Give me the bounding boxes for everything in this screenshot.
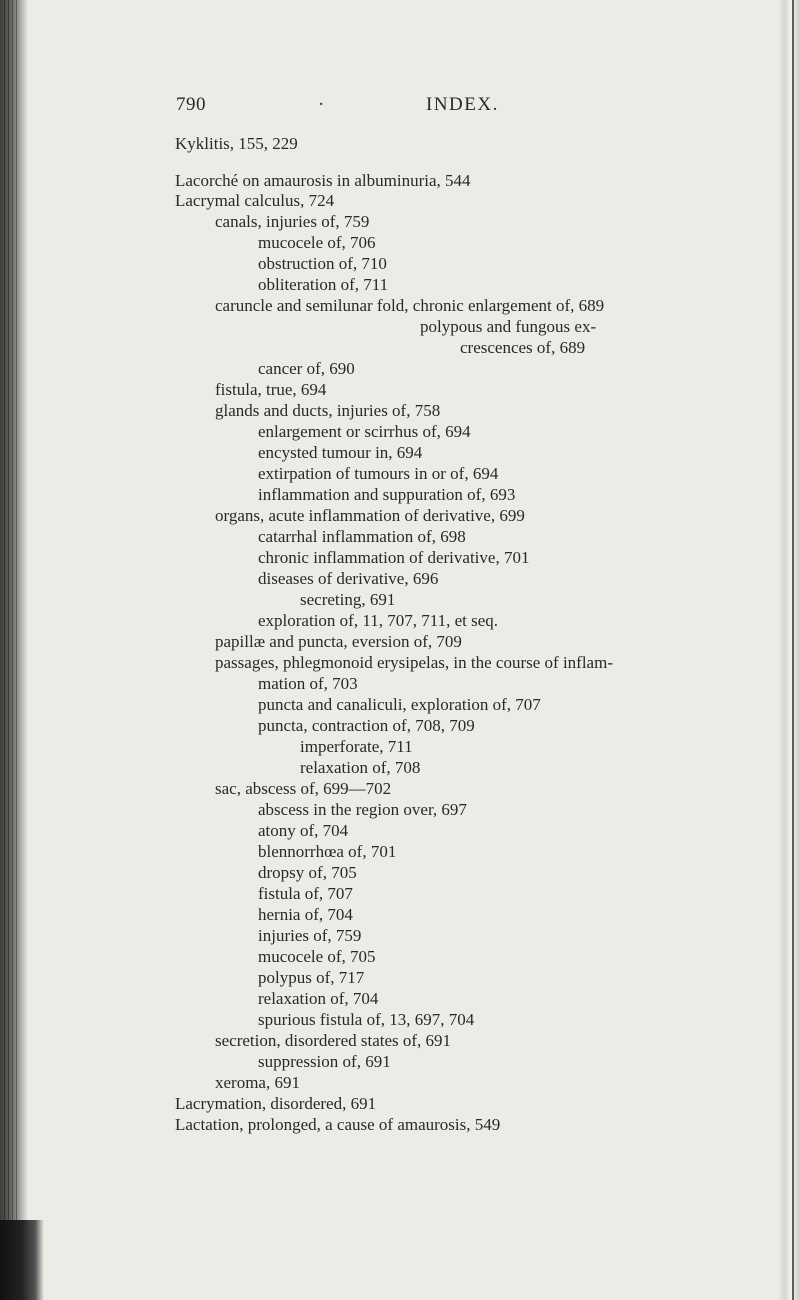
index-entry: puncta, contraction of, 708, 709 [258, 716, 475, 735]
index-entry: passages, phlegmonoid erysipelas, in the course of inflam- [215, 653, 613, 672]
index-entry: extirpation of tumours in or of, 694 [258, 464, 499, 483]
index-entry: crescences of, 689 [460, 338, 586, 357]
index-entry: diseases of derivative, 696 [258, 569, 439, 588]
index-entry: cancer of, 690 [258, 359, 355, 378]
running-head: INDEX. [426, 94, 499, 115]
index-entry: relaxation of, 704 [258, 989, 379, 1008]
index-entry: Lacorché on amaurosis in albuminuria, 544 [175, 171, 471, 190]
index-entry: obstruction of, 710 [258, 254, 387, 273]
index-entry: encysted tumour in, 694 [258, 443, 423, 462]
index-entry: polypus of, 717 [258, 968, 365, 987]
index-entry: Kyklitis, 155, 229 [175, 134, 298, 153]
index-entry: fistula of, 707 [258, 884, 353, 903]
index-entry: dropsy of, 705 [258, 863, 357, 882]
index-entry: Lacrymal calculus, 724 [175, 191, 335, 210]
index-entry: canals, injuries of, 759 [215, 212, 370, 231]
index-entry: sac, abscess of, 699—702 [215, 779, 392, 798]
index-entry: suppression of, 691 [258, 1052, 391, 1071]
index-entry: blennorrhœa of, 701 [258, 842, 397, 861]
index-entry: caruncle and semilunar fold, chronic enlargement of, 689 [215, 296, 605, 315]
index-entry: organs, acute inflammation of derivative, 699 [215, 506, 525, 525]
index-entry: secretion, disordered states of, 691 [215, 1031, 452, 1050]
index-entry: mucocele of, 705 [258, 947, 376, 966]
index-entry: imperforate, 711 [300, 737, 413, 756]
index-entry: hernia of, 704 [258, 905, 353, 924]
index-entry: injuries of, 759 [258, 926, 362, 945]
index-entry: catarrhal inflammation of, 698 [258, 527, 466, 546]
index-entry: obliteration of, 711 [258, 275, 389, 294]
index-entry: Lacrymation, disordered, 691 [175, 1094, 377, 1113]
index-entry: relaxation of, 708 [300, 758, 421, 777]
index-entry: Lactation, prolonged, a cause of amaurosis, 549 [175, 1115, 501, 1134]
index-entry: mucocele of, 706 [258, 233, 376, 252]
index-entry: puncta and canaliculi, exploration of, 707 [258, 695, 541, 714]
header-separator: · [318, 94, 325, 115]
page-number: 790 [176, 94, 206, 115]
index-entry: secreting, 691 [300, 590, 396, 609]
index-entry: spurious fistula of, 13, 697, 704 [258, 1010, 475, 1029]
index-entry: fistula, true, 694 [215, 380, 327, 399]
index-entry: exploration of, 11, 707, 711, et seq. [258, 611, 499, 630]
index-entry: mation of, 703 [258, 674, 358, 693]
index-entry: papillæ and puncta, eversion of, 709 [215, 632, 462, 651]
index-entry: atony of, 704 [258, 821, 349, 840]
index-entry: enlargement or scirrhus of, 694 [258, 422, 471, 441]
index-entry: abscess in the region over, 697 [258, 800, 467, 819]
index-entry: glands and ducts, injuries of, 758 [215, 401, 441, 420]
index-entry: xeroma, 691 [215, 1073, 300, 1092]
index-entry: inflammation and suppuration of, 693 [258, 485, 516, 504]
index-entry: polypous and fungous ex- [420, 317, 597, 336]
index-entry: chronic inflammation of derivative, 701 [258, 548, 530, 567]
